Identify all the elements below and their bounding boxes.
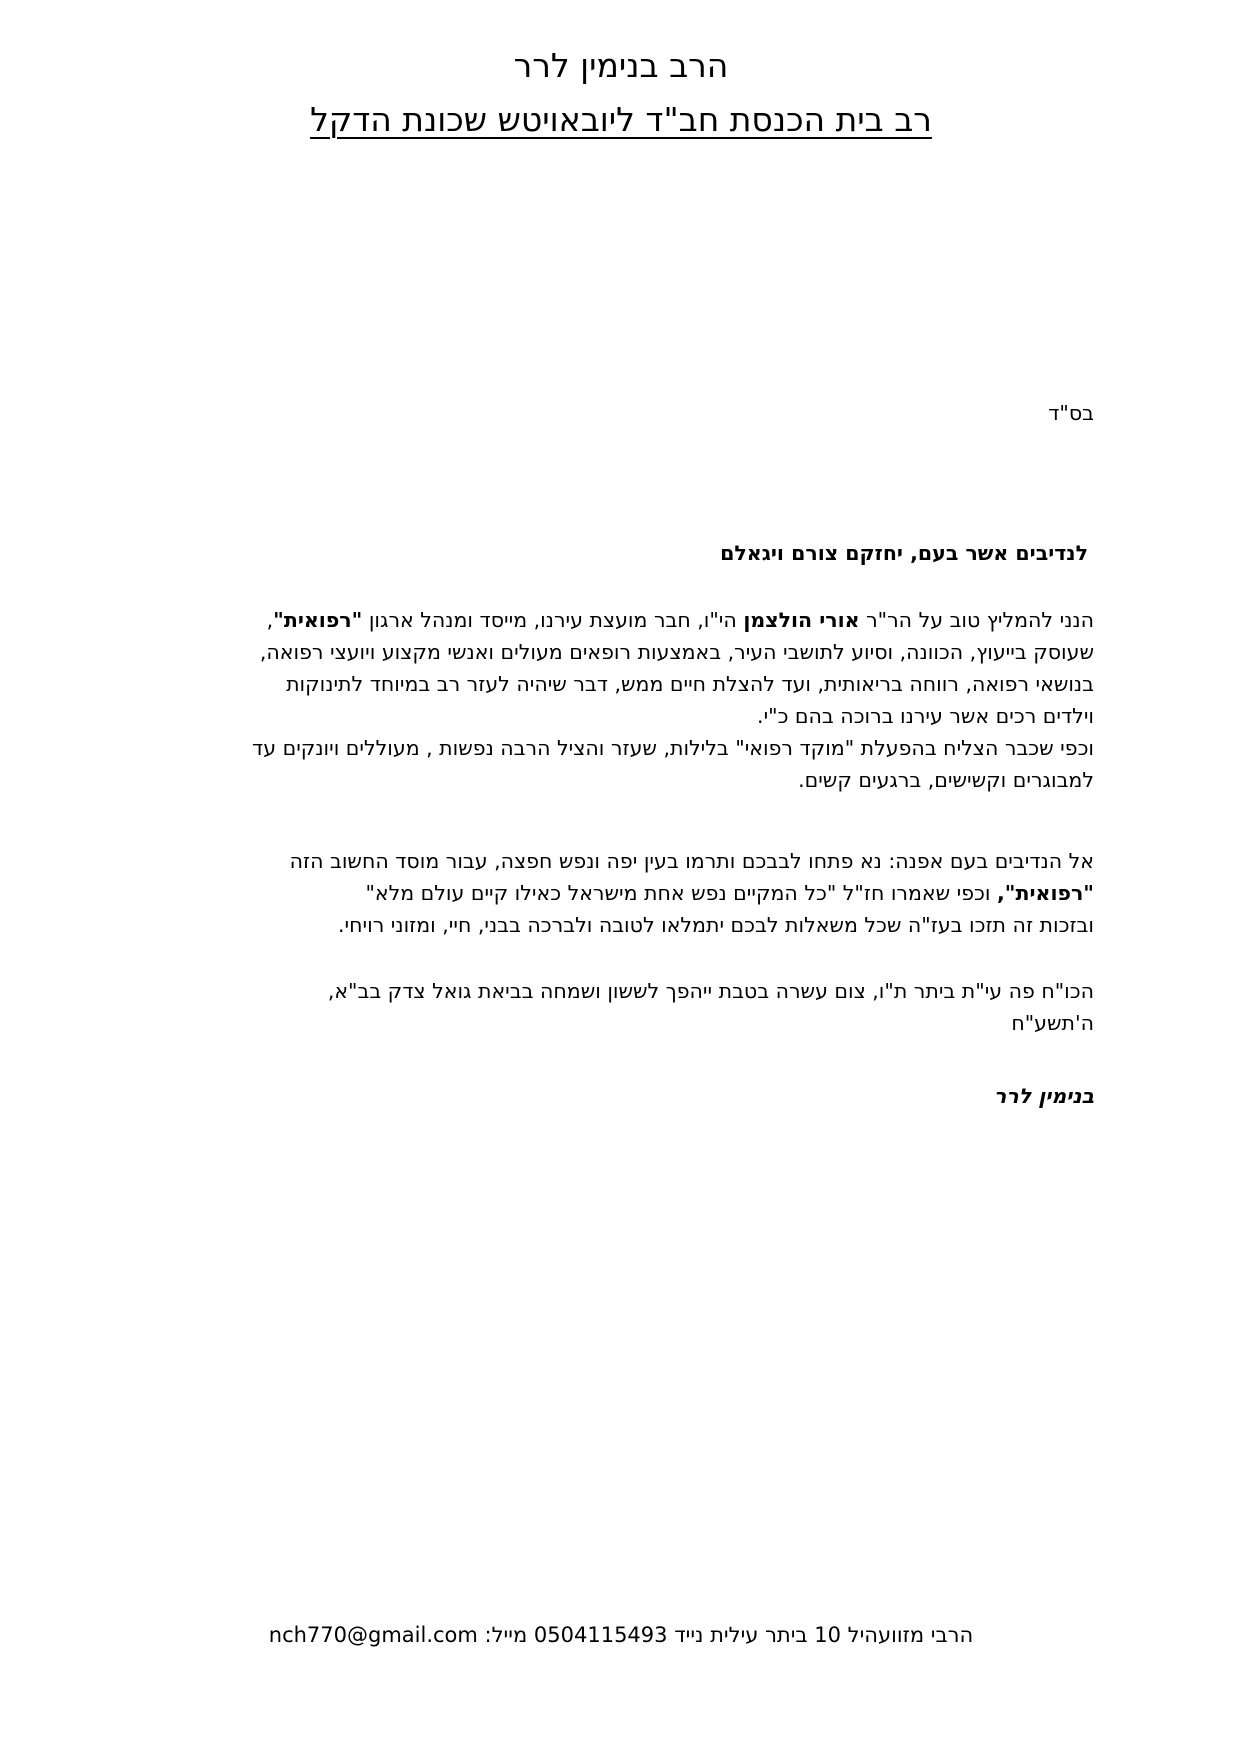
paragraph-line [134,877,1094,909]
paragraph-line: בנושאי רפואה, רווחה בריאותית, ועד להצלת חיים ממש, דבר שיהיה לעזר רב במיוחד לתינוקות [286,672,1094,696]
salutation: לנדיבים אשר בעם, יחזקם צורם ויגאלם [720,541,1088,565]
letterhead-position-text: רב בית הכנסת חב"ד ליובאויטש שכונת הדקל [310,100,932,139]
letterhead-position [0,98,1242,142]
recommended-person-name: אורי הולצמן [743,608,860,632]
paragraph-line: הכו"ח פה עי"ת ביתר ת"ו, צום עשרה בטבת ייהפך לששון ושמחה בביאת גואל צדק בב"א, [327,979,1094,1003]
closing-paragraph [134,975,1094,1039]
text-run: הנני להמליץ טוב על הר"ר [859,608,1094,632]
signature: בנימין לרר [994,1084,1094,1108]
text-run: הי"ו, חבר מועצת עירנו, מייסד ומנהל ארגון [362,608,744,632]
paragraph-line: שעוסק בייעוץ, הכוונה, וסיוע לתושבי העיר, באמצעות רופאים מעולים ואנשי מקצוע ויועצי רפואה, [259,640,1094,664]
organization-name: "רפואית" [273,608,363,632]
paragraph-line: וילדים רכים אשר עירנו ברוכה בהם כ"י. [757,704,1094,728]
paragraph-line [134,604,1094,636]
date-line: ה'תשע"ח [1011,1011,1094,1035]
paragraph-line: וכפי שכבר הצליח בהפעלת "מוקד רפואי" בלילות, שעזר והציל הרבה נפשות , מעוללים ויונקים עד [252,736,1094,760]
recommendation-paragraph [134,604,1094,796]
footer-contact: הרבי מזוועהיל 10 ביתר עילית נייד 0504115493 מייל: nch770@gmail.com [268,1623,974,1647]
paragraph-line: למבוגרים וקשישים, ברגעים קשים. [798,768,1094,792]
appeal-paragraph [134,845,1094,941]
organization-name: "רפואית", [997,881,1094,905]
text-run: וכפי שאמרו חז"ל "כל המקיים נפש אחת מישראל כאילו קיים עולם מלא" [365,881,998,905]
paragraph-line: ובזכות זה תזכו בעז"ה שכל משאלות לבכם יתמלאו לטובה ולברכה בבני, חיי, ומזוני רויחי. [338,913,1094,937]
letterhead-name: הרב בנימין לרר [513,46,729,85]
paragraph-line: אל הנדיבים בעם אפנה: נא פתחו לבבכם ותרמו בעין יפה ונפש חפצה, עבור מוסד החשוב הזה [289,849,1094,873]
text-run: , [266,608,274,632]
bsd-mark: בס"ד [1048,401,1094,425]
